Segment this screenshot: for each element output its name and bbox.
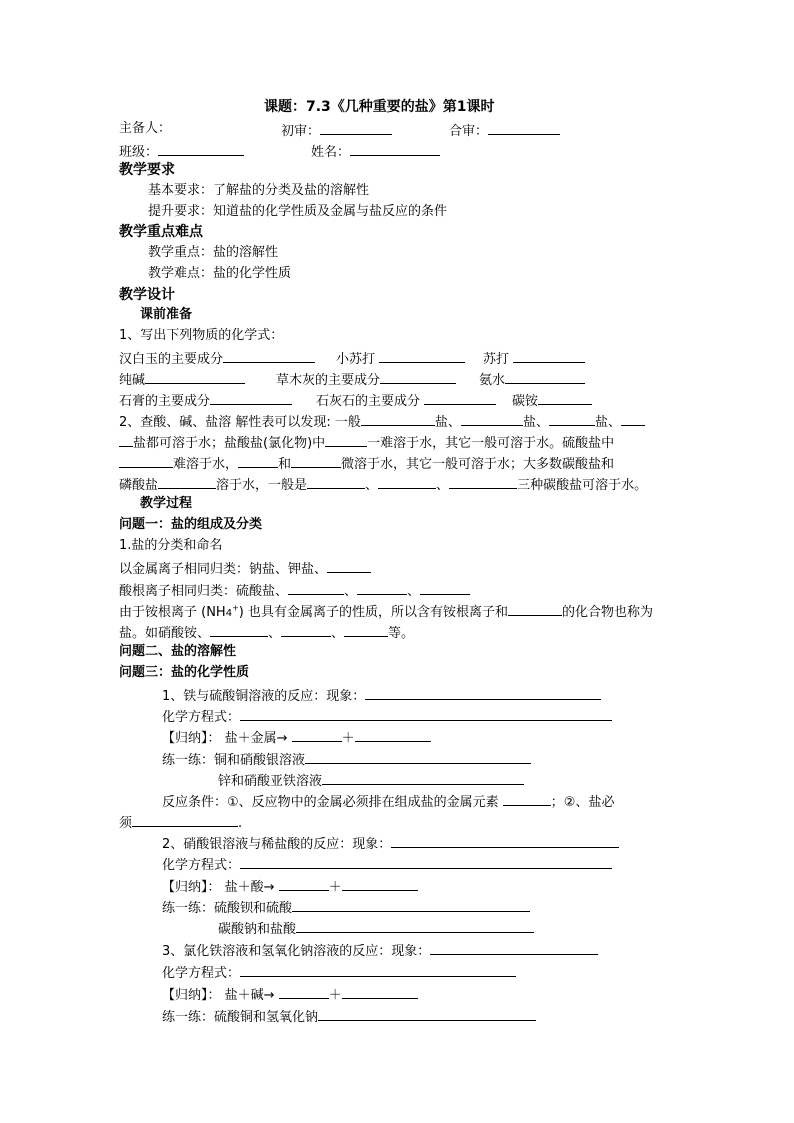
answer-blank <box>119 453 173 468</box>
text: 铜和硝酸银溶液 <box>214 753 306 768</box>
practice-2a <box>162 897 530 918</box>
answer-blank <box>503 791 551 806</box>
answer-blank <box>344 622 388 637</box>
text: 【归纳】： 盐＋酸→ <box>162 880 275 895</box>
answer-blank <box>279 984 329 999</box>
practice-2b <box>218 918 534 939</box>
text: 由于铵根离子 (NH <box>119 605 226 620</box>
text: 盐。如硝酸铵、 <box>119 626 211 641</box>
practice-1b <box>218 770 524 791</box>
preparer-label: 主备人： <box>119 121 172 136</box>
answer-blank <box>505 369 585 384</box>
text: 难溶于水， <box>173 457 239 472</box>
answer-blank <box>380 369 456 384</box>
answer-blank <box>292 897 530 912</box>
problem-3: 问题三：盐的化学性质 <box>119 665 250 680</box>
prep-question-2-line-4 <box>119 474 647 495</box>
sub-heading-1: 1.盐的分类和命名 <box>119 538 223 553</box>
reaction-condition <box>162 791 614 812</box>
problem-1: 问题一：盐的组成及分类 <box>119 517 263 532</box>
text: 锌和硝酸亚铁溶液 <box>218 774 323 789</box>
formula-item <box>483 348 585 369</box>
answer-blank <box>357 580 407 595</box>
answer-blank <box>318 1006 536 1021</box>
metal-group <box>119 558 371 579</box>
answer-blank <box>378 474 436 489</box>
item-label: 苏打 <box>483 352 510 367</box>
text: 、 <box>365 478 379 493</box>
answer-blank <box>513 348 585 363</box>
formula-item <box>512 390 592 411</box>
first-review-field <box>281 120 392 141</box>
difficulty: 教学难点：盐的化学性质 <box>148 266 292 281</box>
item-label: 纯碱 <box>119 373 146 388</box>
item-label: 碳铵 <box>512 394 539 409</box>
answer-blank <box>132 812 238 827</box>
summary-1 <box>162 727 431 748</box>
text: 化学方程式： <box>162 858 241 873</box>
subscript: 4 <box>225 608 233 619</box>
section-key-points: 教学重点难点 <box>119 224 203 240</box>
text: 须 <box>119 816 133 831</box>
answer-blank <box>322 770 524 785</box>
basic-requirement: 基本要求：了解盐的分类及盐的溶解性 <box>148 183 370 198</box>
name-label: 姓名： <box>311 145 351 160</box>
answer-blank <box>365 685 601 700</box>
text: 盐、 <box>434 415 461 430</box>
answer-blank <box>210 622 268 637</box>
text: 练一练： <box>162 1010 215 1025</box>
answer-blank <box>296 918 534 933</box>
answer-blank <box>281 622 331 637</box>
answer-blank <box>420 580 470 595</box>
answer-blank <box>361 411 435 426</box>
text: 盐都可溶于水；盐酸盐(氯化物)中 <box>133 436 326 451</box>
problem-2: 问题二、盐的溶解性 <box>119 644 237 659</box>
text: 微溶于水，其它一般可溶于水；大多数碳酸盐和 <box>341 457 615 472</box>
answer-blank <box>325 432 367 447</box>
advanced-requirement: 提升要求：知道盐的化学性质及金属与盐反应的条件 <box>148 204 448 219</box>
section-design: 教学设计 <box>119 287 175 303</box>
text: 练一练： <box>162 753 215 768</box>
formula-item <box>479 369 585 390</box>
text: 三种碳酸盐可溶于水。 <box>517 478 648 493</box>
prep-question-1: 1、写出下列物质的化学式： <box>119 328 284 343</box>
text: 硫酸钡和硫酸 <box>214 901 293 916</box>
text: 盐、 <box>522 415 549 430</box>
text: 一难溶于水，其它一般可溶于水。硫酸盐中 <box>367 436 615 451</box>
answer-blank <box>223 348 315 363</box>
equation-1 <box>162 706 612 727</box>
item-label: 小苏打 <box>336 352 376 367</box>
formula-row-2 <box>119 369 245 390</box>
ammonium-examples <box>119 622 414 643</box>
text: 的化合物也称为 <box>562 605 654 620</box>
page-title: 课题：7.3《几种重要的盐》第1课时 <box>264 99 495 115</box>
prep-question-2-line-3 <box>119 453 614 474</box>
answer-blank <box>342 984 418 999</box>
answer-blank <box>342 876 418 891</box>
formula-row-3 <box>119 390 292 411</box>
reaction-2 <box>162 833 619 854</box>
answer-blank <box>292 727 342 742</box>
answer-blank <box>621 411 645 426</box>
answer-blank <box>238 453 278 468</box>
section-preparation: 课前准备 <box>140 307 193 322</box>
class-label: 班级： <box>119 145 159 160</box>
answer-blank <box>240 962 516 977</box>
answer-blank <box>158 474 216 489</box>
text: 【归纳】： 盐＋金属→ <box>162 731 288 746</box>
joint-review-field <box>449 120 560 141</box>
formula-row-1 <box>119 348 315 369</box>
text: 化学方程式： <box>162 966 241 981</box>
item-label: 石灰石的主要成分 <box>316 394 421 409</box>
acid-group <box>119 580 470 601</box>
answer-blank <box>240 854 612 869</box>
first-review-label: 初审： <box>281 124 321 139</box>
answer-blank <box>461 411 523 426</box>
section-teaching-requirements: 教学要求 <box>119 162 175 178</box>
text: 3、氯化铁溶液和氢氧化钠溶液的反应：现象： <box>162 944 431 959</box>
text: 等。 <box>388 626 415 641</box>
reaction-1 <box>162 685 601 706</box>
text: ) 也具有金属离子的性质，所以含有铵根离子和 <box>238 605 509 620</box>
formula-item <box>316 390 496 411</box>
formula-item <box>336 348 465 369</box>
text: ＋ <box>328 880 342 895</box>
key-point: 教学重点：盐的溶解性 <box>148 245 279 260</box>
text: ；②、盐必 <box>550 795 615 810</box>
answer-blank <box>240 706 612 721</box>
summary-2 <box>162 876 418 897</box>
answer-blank <box>307 474 365 489</box>
ammonium-note <box>119 601 653 623</box>
answer-blank <box>210 390 292 405</box>
answer-blank <box>508 601 562 616</box>
text: 酸根离子相同归类：硫酸盐、 <box>119 584 289 599</box>
superscript: + <box>232 603 239 613</box>
text: 硫酸铜和氢氧化钠 <box>214 1010 319 1025</box>
answer-blank <box>327 558 371 573</box>
text: 反应条件：①、反应物中的金属必须排在组成盐的金属元素 <box>162 795 499 810</box>
text: 、 <box>436 478 450 493</box>
answer-blank <box>288 580 344 595</box>
prep-question-2 <box>119 411 645 432</box>
text: 、 <box>268 626 282 641</box>
equation-2 <box>162 854 612 875</box>
text: 、 <box>407 584 421 599</box>
item-label: 氨水 <box>479 373 506 388</box>
text: 以金属离子相同归类：钠盐、钾盐、 <box>119 562 328 577</box>
item-label: 汉白玉的主要成分 <box>119 352 224 367</box>
answer-blank <box>291 453 341 468</box>
text: 练一练： <box>162 901 215 916</box>
text: ＋ <box>341 731 355 746</box>
answer-blank <box>549 411 595 426</box>
text: 、 <box>331 626 345 641</box>
item-label: 草木灰的主要成分 <box>276 373 381 388</box>
reaction-condition-cont <box>119 812 242 833</box>
text: 和 <box>278 457 292 472</box>
text: 1、铁与硫酸铜溶液的反应：现象： <box>162 689 366 704</box>
name-field <box>311 141 440 162</box>
joint-review-label: 合审： <box>449 124 489 139</box>
item-label: 石膏的主要成分 <box>119 394 211 409</box>
answer-blank <box>379 348 465 363</box>
class-field <box>119 141 244 162</box>
answer-blank <box>449 474 517 489</box>
summary-3 <box>162 984 418 1005</box>
practice-1a <box>162 749 531 770</box>
answer-blank <box>391 833 619 848</box>
answer-blank <box>424 390 496 405</box>
prep-question-2-line-2 <box>119 432 614 453</box>
reaction-3 <box>162 940 598 961</box>
text: 【归纳】： 盐＋碱→ <box>162 988 275 1003</box>
answer-blank <box>430 940 598 955</box>
answer-blank <box>145 369 245 384</box>
text: 化学方程式： <box>162 710 241 725</box>
section-process: 教学过程 <box>140 496 193 511</box>
text: 碳酸钠和盐酸 <box>218 922 297 937</box>
answer-blank <box>538 390 592 405</box>
text: 2、硝酸银溶液与稀盐酸的反应：现象： <box>162 837 392 852</box>
text: 盐、 <box>594 415 621 430</box>
formula-item <box>276 369 456 390</box>
answer-blank <box>305 749 531 764</box>
text: 磷酸盐 <box>119 478 159 493</box>
answer-blank <box>279 876 329 891</box>
text: 、 <box>344 584 358 599</box>
answer-blank <box>119 432 133 447</box>
text: . <box>238 816 243 831</box>
text: 2、查酸、碱、盐溶 解性表可以发现: 一般 <box>119 415 361 430</box>
text: 溶于水，一般是 <box>216 478 308 493</box>
answer-blank <box>355 727 431 742</box>
text: ＋ <box>328 988 342 1003</box>
equation-3 <box>162 962 516 983</box>
practice-3a <box>162 1006 536 1027</box>
